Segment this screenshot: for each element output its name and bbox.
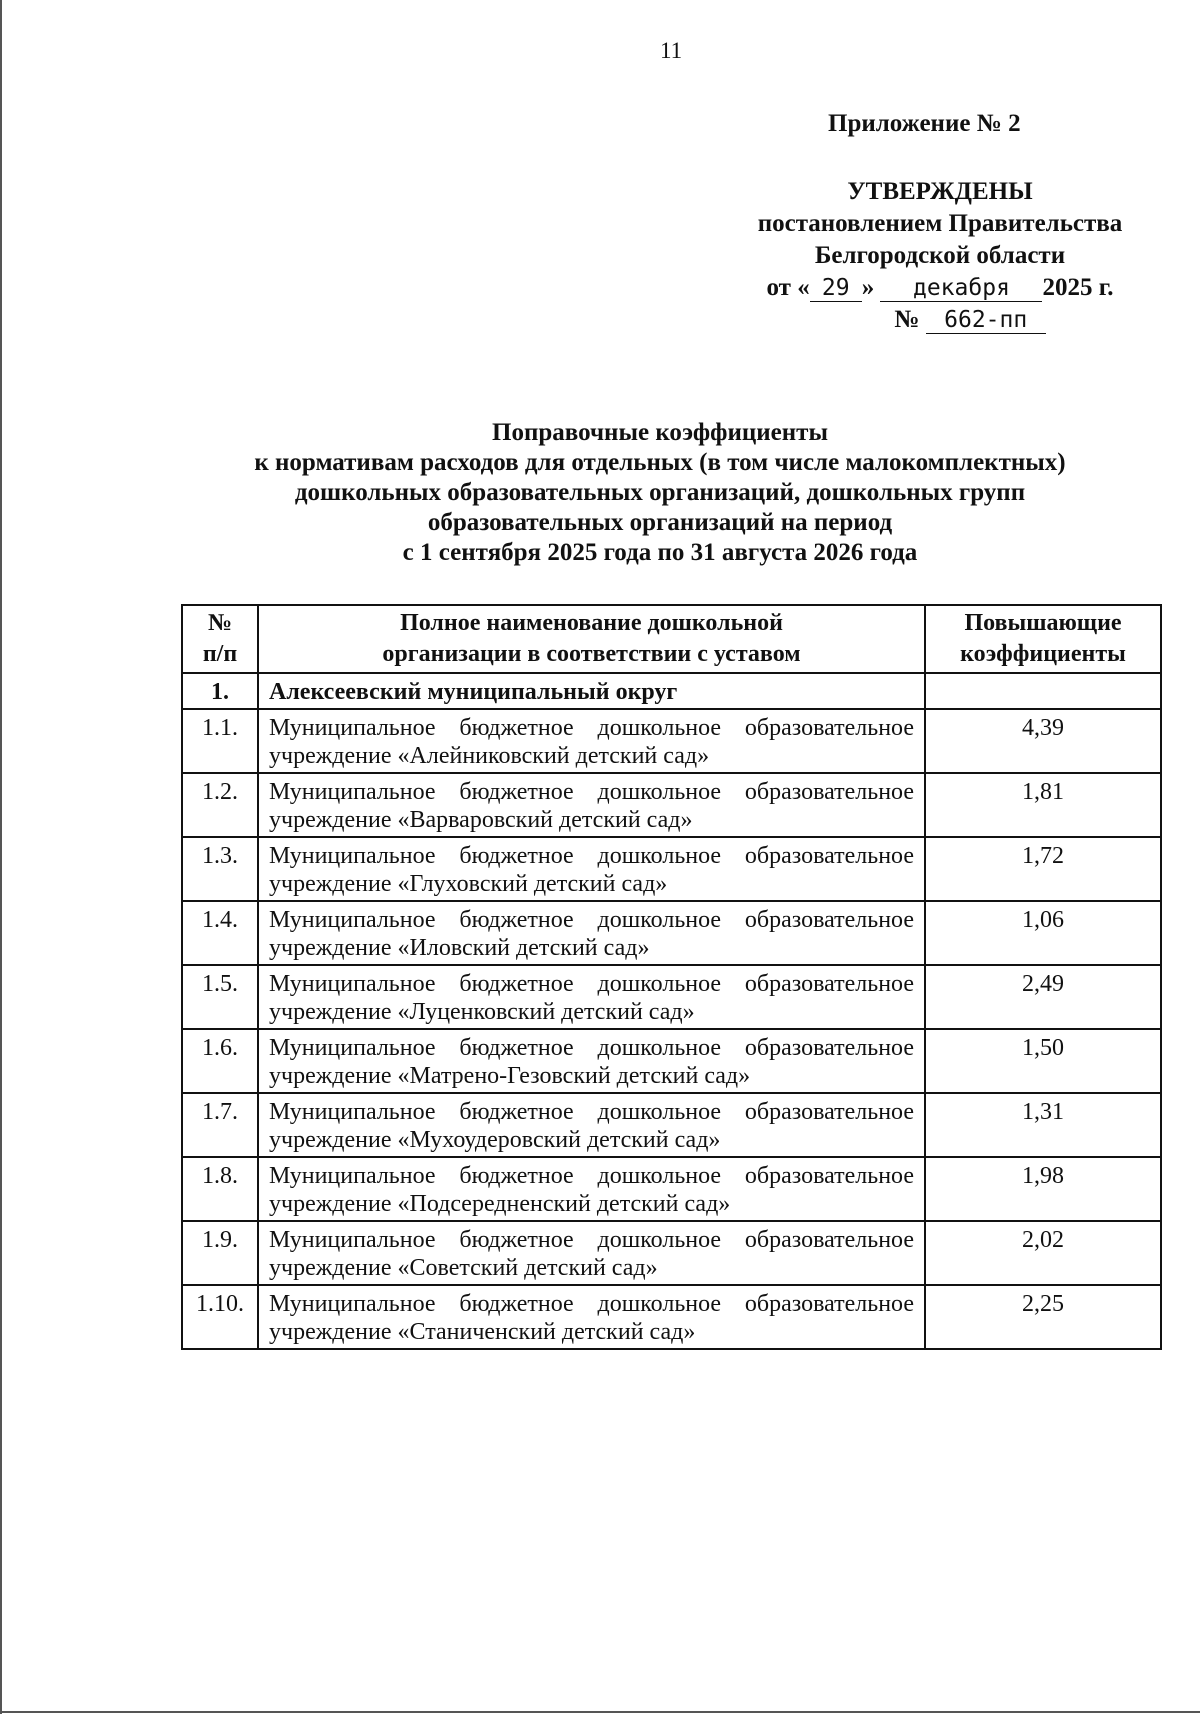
table-header-row (182, 605, 1161, 673)
row-name: Муниципальное бюджетное дошкольное образовательное учреждение «Мухоудеровский детский сад» (258, 1093, 925, 1157)
table-row (182, 901, 1161, 965)
row-name: Муниципальное бюджетное дошкольное образовательное учреждение «Варваровский детский сад» (258, 773, 925, 837)
row-name: Муниципальное бюджетное дошкольное образовательное учреждение «Советский детский сад» (258, 1221, 925, 1285)
approval-line-1: постановлением Правительства (757, 210, 1123, 237)
row-number: 1.7. (182, 1093, 258, 1157)
row-name: Муниципальное бюджетное дошкольное образовательное учреждение «Станиченский детский сад» (258, 1285, 925, 1349)
group-name: Алексеевский муниципальный округ (258, 673, 925, 709)
row-number: 1.1. (182, 709, 258, 773)
table-row (182, 1093, 1161, 1157)
row-coefficient: 1,06 (925, 901, 1161, 965)
approved-heading: УТВЕРЖДЕНЫ (847, 178, 1033, 205)
appendix-label: Приложение № 2 (828, 110, 1021, 137)
header-number (182, 605, 258, 673)
title-line-3: дошкольных образовательных организаций, дошкольных групп (294, 479, 1026, 506)
approval-block (700, 176, 1180, 336)
header-number-line-1: № (207, 610, 233, 636)
group-row (182, 673, 1161, 709)
header-coefficient (925, 605, 1161, 673)
row-number: 1.3. (182, 837, 258, 901)
scan-bottom-border (0, 1711, 1200, 1713)
row-name: Муниципальное бюджетное дошкольное образовательное учреждение «Луценковский детский сад» (258, 965, 925, 1029)
date-prefix: от « (766, 274, 810, 301)
row-name: Муниципальное бюджетное дошкольное образовательное учреждение «Матрено-Гезовский детский сад» (258, 1029, 925, 1093)
title-line-5: с 1 сентября 2025 года по 31 августа 2026 года (402, 539, 918, 566)
table-row (182, 1221, 1161, 1285)
number-value: 662-пп (926, 307, 1046, 334)
approval-line-2: Белгородской области (814, 242, 1066, 269)
row-number: 1.4. (182, 901, 258, 965)
row-coefficient: 1,31 (925, 1093, 1161, 1157)
row-name: Муниципальное бюджетное дошкольное образовательное учреждение «Подсередненский детский сад» (258, 1157, 925, 1221)
header-name (258, 605, 925, 673)
title-line-1: Поправочные коэффициенты (492, 419, 828, 446)
title-line-4: образовательных организаций на период (427, 509, 893, 536)
date-mid: » (861, 274, 875, 301)
row-coefficient: 2,25 (925, 1285, 1161, 1349)
approval-number (700, 304, 1180, 336)
header-coefficient-line-1: Повышающие (964, 610, 1122, 636)
group-number: 1. (182, 673, 258, 709)
title-line-2: к нормативам расходов для отдельных (в том числе малокомплектных) (254, 449, 1066, 476)
date-month: декабря (880, 275, 1042, 302)
row-number: 1.2. (182, 773, 258, 837)
row-number: 1.9. (182, 1221, 258, 1285)
table-row (182, 837, 1161, 901)
row-name: Муниципальное бюджетное дошкольное образовательное учреждение «Глуховский детский сад» (258, 837, 925, 901)
row-number: 1.10. (182, 1285, 258, 1349)
row-number: 1.6. (182, 1029, 258, 1093)
row-coefficient: 2,02 (925, 1221, 1161, 1285)
document-title (160, 418, 1160, 568)
table-row (182, 1285, 1161, 1349)
row-coefficient: 1,98 (925, 1157, 1161, 1221)
row-number: 1.8. (182, 1157, 258, 1221)
date-day: 29 (810, 275, 862, 302)
table-row (182, 965, 1161, 1029)
row-coefficient: 1,81 (925, 773, 1161, 837)
table-row (182, 773, 1161, 837)
row-number: 1.5. (182, 965, 258, 1029)
number-prefix: № (894, 306, 920, 333)
table-row (182, 1157, 1161, 1221)
table-row (182, 709, 1161, 773)
page-number: 11 (660, 38, 683, 63)
row-coefficient: 1,50 (925, 1029, 1161, 1093)
header-name-line-1: Полное наименование дошкольной (400, 610, 783, 636)
row-coefficient: 2,49 (925, 965, 1161, 1029)
header-name-line-2: организации в соответствии с уставом (382, 641, 801, 667)
row-name: Муниципальное бюджетное дошкольное образовательное учреждение «Иловский детский сад» (258, 901, 925, 965)
header-coefficient-line-2: коэффициенты (960, 641, 1126, 667)
date-year: 2025 г. (1042, 274, 1114, 301)
coefficients-table (181, 604, 1162, 1350)
scan-left-border (0, 0, 2, 1714)
group-value (925, 673, 1161, 709)
approval-date (700, 272, 1180, 304)
header-number-line-2: п/п (202, 641, 238, 667)
row-name: Муниципальное бюджетное дошкольное образовательное учреждение «Алейниковский детский сад» (258, 709, 925, 773)
row-coefficient: 4,39 (925, 709, 1161, 773)
row-coefficient: 1,72 (925, 837, 1161, 901)
table-row (182, 1029, 1161, 1093)
